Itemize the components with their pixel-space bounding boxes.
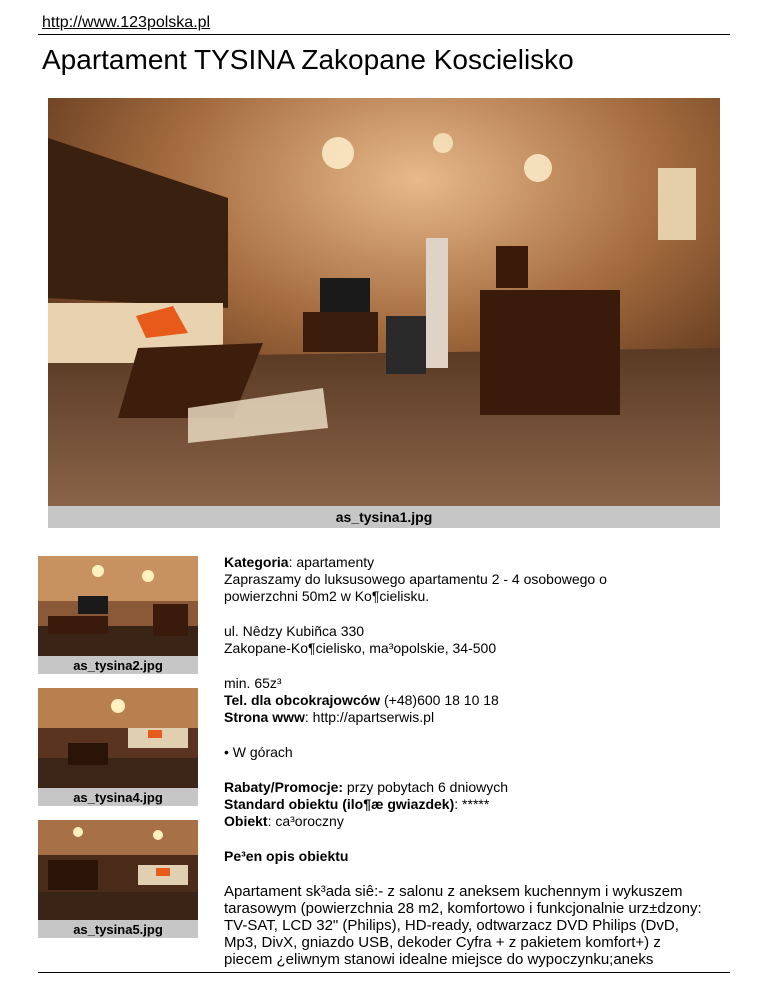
full-description-line-2: tarasowym (powierzchnia 28 m2, komfortowo i funkcjonalnie urz±dzony: xyxy=(224,900,702,917)
thumbnail-caption-4: as_tysina4.jpg xyxy=(38,788,198,806)
intro-line-2: powierzchni 50m2 w Ko¶cielisku. xyxy=(224,588,430,604)
full-description-line-3: TV-SAT, LCD 32" (Philips), HD-ready, odtwarzacz DVD Philips (DvD, xyxy=(224,917,679,934)
hero-photo xyxy=(48,98,720,506)
thumbnail-caption-2: as_tysina2.jpg xyxy=(38,656,198,674)
phone-line: Tel. dla obcokrajowców (+48)600 18 10 18 xyxy=(224,692,499,708)
thumbnail-photo-4[interactable] xyxy=(38,688,198,788)
thumbnail-caption-5: as_tysina5.jpg xyxy=(38,920,198,938)
price-line: min. 65z³ xyxy=(224,675,282,691)
thumbnail-photo-5[interactable] xyxy=(38,820,198,920)
listing-details xyxy=(224,554,734,968)
full-description-line-1: Apartament sk³ada siê:- z salonu z aneksem kuchennym i wykuszem xyxy=(224,883,683,900)
address-line-1: ul. Nêdzy Kubiñca 330 xyxy=(224,623,365,639)
full-description-line-5: piecem ¿eliwnym stanowi idealne miejsce do wypoczynku;aneks xyxy=(224,951,654,968)
hero-caption: as_tysina1.jpg xyxy=(48,506,720,528)
full-description-heading: Pe³en opis obiektu xyxy=(224,848,349,864)
thumbnail-photo-2[interactable] xyxy=(38,556,198,656)
location-tag: • W górach xyxy=(224,744,293,760)
full-description-line-4: Mp3, DivX, gniazdo USB, dekoder Cyfra + z pakietem komfort+) z xyxy=(224,934,661,951)
object-line: Obiekt: ca³oroczny xyxy=(224,813,344,829)
header-divider xyxy=(38,34,730,35)
page-title: Apartament TYSINA Zakopane Koscielisko xyxy=(42,44,574,75)
discounts-line: Rabaty/Promocje: przy pobytach 6 dniowych xyxy=(224,779,509,795)
footer-divider xyxy=(38,972,730,973)
standard-line: Standard obiektu (ilo¶æ gwiazdek): ***** xyxy=(224,796,490,812)
category-line: Kategoria: apartamenty xyxy=(224,554,375,570)
header-url[interactable]: http://www.123polska.pl xyxy=(42,14,211,31)
intro-line-1: Zapraszamy do luksusowego apartamentu 2 - 4 osobowego o xyxy=(224,571,607,587)
address-line-2: Zakopane-Ko¶cielisko, ma³opolskie, 34-500 xyxy=(224,640,497,656)
website-line: Strona www: http://apartserwis.pl xyxy=(224,709,435,725)
